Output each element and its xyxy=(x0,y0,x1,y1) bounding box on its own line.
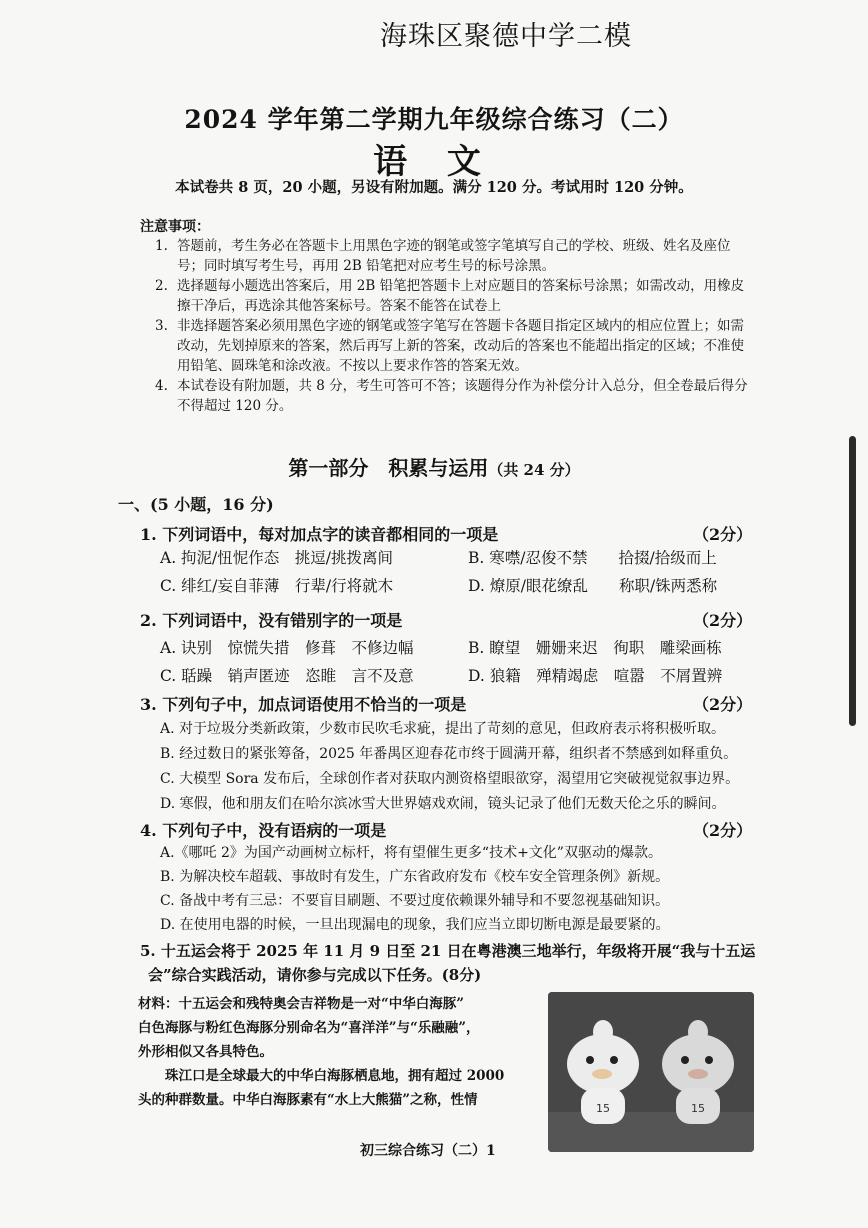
header-note: 海珠区聚德中学二模 xyxy=(380,21,632,52)
notice-item xyxy=(155,316,755,376)
question-1-option-c: C. 绯红/妄自菲薄 行辈/行将就木 xyxy=(160,577,394,595)
exam-info: 本试卷共 8 页，20 小题，另设有附加题。满分 120 分。考试用时 120 分钟。 xyxy=(175,179,693,196)
material-line: 珠江口是全球最大的中华白海豚栖息地，拥有超过 2000 xyxy=(138,1068,505,1084)
question-4-option-d: D. 在使用电器的时候，一旦出现漏电的现象，我们应当立即切断电源是最要紧的。 xyxy=(160,917,670,933)
notice-item-number: 1. xyxy=(155,238,168,254)
question-1-stem: 1. 下列词语中，每对加点字的读音都相同的一项是 xyxy=(140,525,499,544)
question-4-option-c: C. 备战中考有三忌：不要盲目刷题、不要过度依赖课外辅导和不要忽视基础知识。 xyxy=(160,893,670,909)
part-title xyxy=(0,452,868,481)
question-3-score: （2分） xyxy=(693,695,753,714)
question-4-score: （2分） xyxy=(693,821,753,840)
notice-item-text: 选择题每小题选出答案后，用 2B 铅笔把答题卡上对应题目的答案标号涂黑；如需改动，用橡皮擦干净后，再选涂其他答案标号。答案不能答在试卷上 xyxy=(177,278,745,314)
notice-heading: 注意事项： xyxy=(140,219,210,235)
question-1-option-b: B. 寒噤/忍俊不禁 拾掇/拾级而上 xyxy=(468,549,717,567)
question-4-stem: 4. 下列句子中，没有语病的一项是 xyxy=(140,821,387,840)
notice-item-number: 4. xyxy=(155,378,168,394)
question-2-option-b: B. 瞭望 姗姗来迟 徇职 雕梁画栋 xyxy=(468,639,722,657)
notice-item-number: 2. xyxy=(155,278,168,294)
question-2-option-a: A. 诀别 惊慌失措 修葺 不修边幅 xyxy=(160,639,414,657)
exam-title: 2024 学年第二学期九年级综合练习（二） xyxy=(184,105,684,134)
question-3-option-c: C. 大模型 Sora 发布后，全球创作者对获取内测资格望眼欲穿，渴望用它突破视觉叙事边界。 xyxy=(160,771,740,787)
scrollbar-thumb[interactable] xyxy=(849,436,856,726)
section-heading: 一、(5 小题，16 分) xyxy=(118,495,274,514)
question-4-option-b: B. 为解决校车超载、事故时有发生，广东省政府发布《校车安全管理条例》新规。 xyxy=(160,869,670,885)
page-footer: 初三综合练习（二）1 xyxy=(360,1143,496,1159)
part-points: （共 24 分） xyxy=(488,461,580,479)
svg-text:15: 15 xyxy=(691,1102,705,1115)
question-3-stem: 3. 下列句子中，加点词语使用不恰当的一项是 xyxy=(140,695,467,714)
question-5-stem-line-2: 会”综合实践活动，请你参与完成以下任务。(8分) xyxy=(148,966,482,984)
material-line: 白色海豚与粉红色海豚分别命名为“喜洋洋”与“乐融融”， xyxy=(138,1020,480,1036)
question-1-score: （2分） xyxy=(693,525,753,544)
question-3-option-a: A. 对于垃圾分类新政策，少数市民吹毛求疵，提出了苛刻的意见，但政府表示将积极听取。 xyxy=(160,721,726,737)
material-line: 材料：十五运会和残特奥会吉祥物是一对“中华白海豚” xyxy=(138,996,465,1012)
question-5-material xyxy=(138,992,538,1112)
question-2-option-c: C. 聒躁 销声匿迹 恣睢 言不及意 xyxy=(160,667,414,685)
question-1-option-d: D. 燎原/眼花缭乱 称职/铢两悉称 xyxy=(468,577,718,595)
notice-item-text: 答题前，考生务必在答题卡上用黑色字迹的钢笔或签字笔填写自己的学校、班级、姓名及座位号；同时填写考生号，再用 2B 铅笔把对应考生号的标号涂黑。 xyxy=(177,238,731,274)
mascot-photo xyxy=(548,992,754,1152)
question-3-option-d: D. 寒假，他和朋友们在哈尔滨冰雪大世界嬉戏欢闹，镜头记录了他们无数天伦之乐的瞬间。 xyxy=(160,796,726,812)
material-line: 头的种群数量。中华白海豚素有“水上大熊猫”之称，性情 xyxy=(138,1092,478,1108)
question-4-option-a: A.《哪吒 2》为国产动画树立标杆，将有望催生更多“技术+文化”双驱动的爆款。 xyxy=(160,845,662,861)
notice-item xyxy=(155,276,755,316)
question-2-score: （2分） xyxy=(693,611,753,630)
notice-item-number: 3. xyxy=(155,318,168,334)
material-line: 外形相似又各具特色。 xyxy=(138,1044,273,1060)
question-1-option-a: A. 拘泥/忸怩作态 挑逗/挑拨离间 xyxy=(160,549,393,567)
dolphin-mascots-image xyxy=(548,992,754,1152)
part-title-text: 第一部分 积累与运用 xyxy=(288,456,489,480)
question-2-option-d: D. 狼籍 殚精竭虑 喧嚣 不屑置辨 xyxy=(468,667,723,685)
question-2-stem: 2. 下列词语中，没有错别字的一项是 xyxy=(140,611,403,630)
notice-item xyxy=(155,236,755,276)
question-5-stem-line-1: 5. 十五运会将于 2025 年 11 月 9 日至 21 日在粤港澳三地举行，年级将开展“我与十五运 xyxy=(140,942,756,960)
question-3-option-b: B. 经过数日的紧张筹备，2025 年番禺区迎春花市终于圆满开幕，组织者不禁感到如释重负。 xyxy=(160,746,738,762)
notice-item-text: 非选择题答案必须用黑色字迹的钢笔或签字笔写在答题卡各题目指定区域内的相应位置上；如需改动，先划掉原来的答案，然后再写上新的答案，改动后的答案也不能超出指定的区域；不准使用铅笔、圆珠笔和涂改液。不按以上要求作答的答案无效。 xyxy=(177,318,744,374)
notice-item xyxy=(155,376,755,416)
svg-text:15: 15 xyxy=(596,1102,610,1115)
subject-title: 语 文 xyxy=(373,142,495,182)
notice-item-text: 本试卷设有附加题，共 8 分，考生可答可不答；该题得分作为补偿分计入总分，但全卷最后得分不得超过 120 分。 xyxy=(177,378,748,414)
